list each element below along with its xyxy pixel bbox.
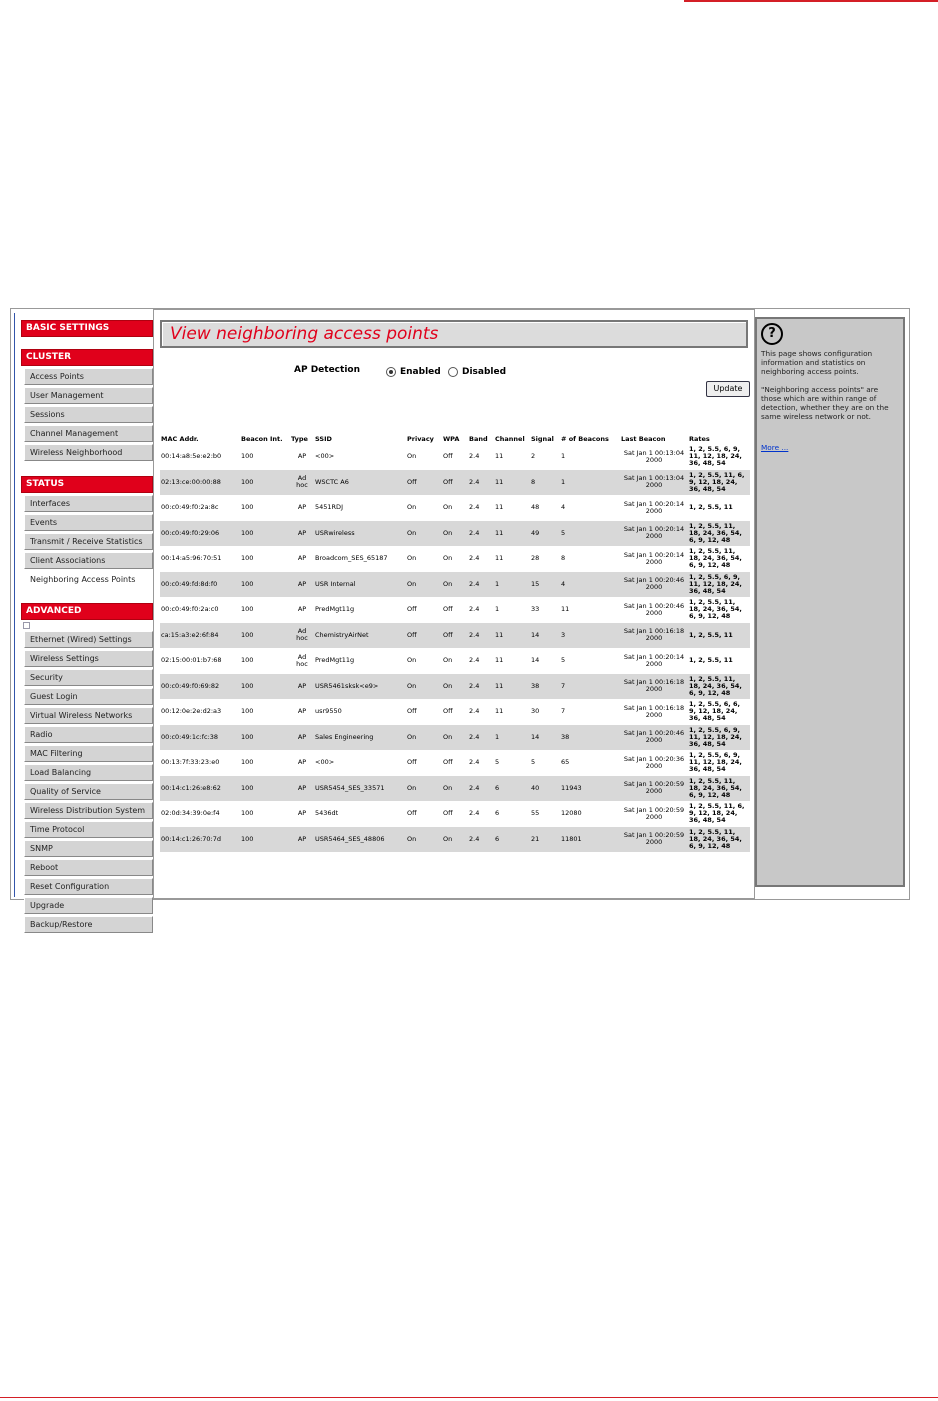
cell-beacon-count: 7 [561,707,566,716]
cell-privacy: On [407,554,417,563]
cell-type: AP [290,674,314,700]
cell-last-beacon: Sat Jan 1 00:20:59 2000 [620,776,688,802]
cell-wpa: Off [443,452,453,461]
cell-signal: 28 [531,554,540,563]
column-header-ssid: SSID [315,434,332,443]
cell-band: 2.4 [469,707,480,716]
cell-beacon-int: 100 [240,776,290,802]
cell-ssid: <00> [315,758,335,767]
cell-beacon-int: 100 [241,656,254,665]
cell-last-beacon: Sat Jan 1 00:20:46 2000 [620,572,688,598]
cell-mac-addr: 02:0d:34:39:0e:f4 [161,809,220,818]
column-header-signal: Signal [531,434,554,443]
cell-beacon-count: 5 [560,521,620,547]
table-row [160,674,750,700]
cell-signal: 55 [531,809,540,818]
sidebar-item-upgrade[interactable]: Upgrade [24,897,153,914]
table-header-row [160,433,750,444]
cell-mac-addr: 00:c0:49:1c:fc:38 [160,725,240,751]
table-row [160,776,750,802]
column-header-rates: Rates [689,434,710,443]
cell-wpa: On [442,521,468,547]
cell-type: AP [297,707,307,716]
table-row [160,699,750,725]
browser-screenshot [10,308,910,929]
cell-channel: 6 [494,827,530,853]
cell-privacy: Off [407,809,417,818]
cell-type: AP [290,827,314,853]
help-more-link[interactable]: More ... [761,443,789,452]
table-row [160,521,750,547]
sidebar-item-snmp[interactable]: SNMP [24,840,153,857]
cell-wpa: On [442,725,468,751]
sidebar-item-radio[interactable]: Radio [24,726,153,743]
sidebar-section-status[interactable]: STATUS [21,476,153,493]
sidebar-item-virtual-wireless-networks[interactable]: Virtual Wireless Networks [24,707,153,724]
cell-wpa: On [442,776,468,802]
cell-privacy: Off [407,707,417,716]
ap-detection-label: AP Detection [294,365,360,375]
sidebar-item-access-points[interactable]: Access Points [24,368,153,385]
cell-ssid: USRwireless [314,521,406,547]
cell-ssid: ChemistryAirNet [314,623,406,649]
cell-mac-addr: 00:13:7f:33:23:e0 [161,758,220,767]
cell-type: Ad hoc [290,470,314,496]
table-row [160,801,750,827]
sidebar-item-wireless-neighborhood[interactable]: Wireless Neighborhood [24,444,153,461]
cell-mac-addr: 00:14:a8:5e:e2:b0 [161,452,222,461]
expand-collapse-icon[interactable] [23,622,30,629]
cell-rates: 1, 2, 5.5, 11 [688,623,750,649]
cell-last-beacon: Sat Jan 1 00:20:36 2000 [623,754,685,770]
cell-channel: 6 [494,776,530,802]
sidebar-item-sessions[interactable]: Sessions [24,406,153,423]
sidebar-item-load-balancing[interactable]: Load Balancing [24,764,153,781]
cell-beacon-count: 11801 [560,827,620,853]
sidebar-item-time-protocol[interactable]: Time Protocol [24,821,153,838]
cell-rates: 1, 2, 5.5, 11 [689,503,733,512]
sidebar-item-mac-filtering[interactable]: MAC Filtering [24,745,153,762]
cell-mac-addr: 02:13:ce:00:00:88 [160,470,240,496]
ap-detection-disabled-radio[interactable] [448,367,506,377]
cell-ssid: WSCTC A6 [314,470,406,496]
question-mark-icon: ? [761,323,783,345]
cell-privacy: On [407,503,417,512]
column-header-wpa: WPA [443,434,460,443]
table-row [160,495,750,521]
cell-signal: 49 [530,521,560,547]
neighboring-ap-table [160,433,750,852]
cell-rates: 1, 2, 5.5, 11, 18, 24, 36, 54, 6, 9, 12, 48 [688,674,750,700]
cell-ssid: Sales Engineering [314,725,406,751]
cell-channel: 1 [495,605,500,614]
cell-band: 2.4 [469,605,480,614]
cell-privacy: Off [406,623,442,649]
cell-band: 2.4 [468,725,494,751]
ap-detection-enabled-radio[interactable] [386,367,441,377]
table-row [160,470,750,496]
cell-wpa: On [443,554,453,563]
advanced-menu [21,631,153,933]
cell-channel: 11 [495,656,504,665]
cell-band: 2.4 [468,827,494,853]
cell-beacon-int: 100 [241,554,254,563]
cell-band: 2.4 [468,470,494,496]
cell-beacon-int: 100 [240,827,290,853]
cell-beacon-count: 11 [561,605,570,614]
cell-wpa: On [442,674,468,700]
cell-type: Ad hoc [296,652,308,668]
column-header-beacon-int: Beacon Int. [241,434,283,443]
sidebar-item-transmit-receive-statistics[interactable]: Transmit / Receive Statistics [24,533,153,550]
sidebar-nav [21,317,153,933]
radio-selected-icon[interactable] [386,367,396,377]
cell-rates: 1, 2, 5.5, 11, 6, 9, 12, 18, 24, 36, 48, 54 [688,470,750,496]
sidebar-item-wireless-distribution-system[interactable]: Wireless Distribution System [24,802,153,819]
cell-beacon-int: 100 [241,452,254,461]
cell-last-beacon: Sat Jan 1 00:20:59 2000 [620,827,688,853]
top-rule [684,0,938,2]
cell-beacon-int: 100 [240,674,290,700]
cell-rates: 1, 2, 5.5, 11, 18, 24, 36, 54, 6, 9, 12, 48 [688,827,750,853]
table-row [160,546,750,572]
cell-beacon-count: 4 [560,572,620,598]
cell-mac-addr: 00:14:c1:26:e8:62 [160,776,240,802]
table-row [160,597,750,623]
cell-wpa: Off [442,470,468,496]
cell-band: 2.4 [469,809,480,818]
cell-privacy: Off [406,470,442,496]
cell-wpa: Off [443,758,453,767]
cell-type: AP [297,503,307,512]
page-title: View neighboring access points [170,324,439,344]
sidebar-item-guest-login[interactable]: Guest Login [24,688,153,705]
cell-privacy: Off [407,605,417,614]
cell-privacy: On [406,776,442,802]
cell-ssid: USR5454_SES_33571 [314,776,406,802]
cell-beacon-int: 100 [240,470,290,496]
cell-wpa: On [442,572,468,598]
cell-wpa: Off [443,605,453,614]
cell-mac-addr: ca:15:a3:e2:6f:84 [160,623,240,649]
cell-privacy: On [406,827,442,853]
cell-mac-addr: 00:12:0e:2e:d2:a3 [161,707,222,716]
cell-mac-addr: 00:c0:49:f0:69:82 [160,674,240,700]
table-row [160,827,750,853]
cell-signal: 21 [530,827,560,853]
cell-signal: 40 [530,776,560,802]
cell-privacy: Off [407,758,417,767]
bottom-rule [0,1397,938,1398]
sidebar-item-ethernet-wired-settings[interactable]: Ethernet (Wired) Settings [24,631,153,648]
cell-beacon-int: 100 [241,758,254,767]
table-row [160,444,750,470]
cluster-menu [21,368,153,461]
sidebar-item-quality-of-service[interactable]: Quality of Service [24,783,153,800]
cell-channel: 11 [494,470,530,496]
cell-beacon-count: 12080 [561,809,582,818]
cell-beacon-int: 100 [240,623,290,649]
help-panel [755,317,905,887]
cell-channel: 5 [495,758,500,767]
cell-ssid: USR5461sksk<e9> [314,674,406,700]
cell-mac-addr: 00:c0:49:fd:8d:f0 [160,572,240,598]
cell-wpa: On [442,827,468,853]
cell-type: Ad hoc [290,623,314,649]
cell-beacon-count: 8 [561,554,566,563]
cell-signal: 14 [530,623,560,649]
cell-beacon-int: 100 [241,707,254,716]
table-row [160,623,750,649]
cell-channel: 6 [495,809,500,818]
cell-ssid: 5451RDJ [315,503,343,512]
cell-mac-addr: 00:14:c1:26:70:7d [160,827,240,853]
cell-privacy: On [406,572,442,598]
disabled-label: Disabled [462,367,507,377]
cell-signal: 14 [530,725,560,751]
cell-beacon-count: 38 [560,725,620,751]
cell-ssid: usr9550 [315,707,342,716]
cell-signal: 30 [531,707,540,716]
cell-rates: 1, 2, 5.5, 11, 18, 24, 36, 54, 6, 9, 12, 48 [688,521,750,547]
column-header-type: Type [291,434,308,443]
cell-band: 2.4 [468,623,494,649]
cell-channel: 11 [495,554,504,563]
sidebar-section-advanced[interactable]: ADVANCED [21,603,153,620]
cell-band: 2.4 [468,572,494,598]
cell-privacy: On [406,725,442,751]
cell-last-beacon: Sat Jan 1 00:20:14 2000 [623,499,685,515]
sidebar-item-user-management[interactable]: User Management [24,387,153,404]
table-body [160,444,750,852]
sidebar-section-basic-settings[interactable]: BASIC SETTINGS [21,320,153,337]
cell-beacon-int: 100 [241,809,254,818]
cell-rates: 1, 2, 5.5, 11 [689,656,733,665]
cell-signal: 48 [531,503,540,512]
column-header-mac-addr: MAC Addr. [161,434,199,443]
cell-last-beacon: Sat Jan 1 00:13:04 2000 [620,470,688,496]
cell-beacon-count: 4 [561,503,566,512]
cell-rates: 1, 2, 5.5, 11, 18, 24, 36, 54, 6, 9, 12, 48 [689,547,742,570]
cell-wpa: Off [443,809,453,818]
column-header-last-beacon: Last Beacon [621,434,666,443]
table-row [160,725,750,751]
cell-channel: 11 [495,452,504,461]
cell-channel: 1 [494,572,530,598]
cell-band: 2.4 [469,656,480,665]
cell-band: 2.4 [468,521,494,547]
cell-last-beacon: Sat Jan 1 00:20:46 2000 [620,725,688,751]
cell-beacon-count: 7 [560,674,620,700]
cell-mac-addr: 00:c0:49:f0:29:06 [160,521,240,547]
cell-wpa: Off [442,623,468,649]
cell-mac-addr: 00:14:a5:96:70:51 [161,554,222,563]
sidebar-item-security[interactable]: Security [24,669,153,686]
cell-band: 2.4 [469,503,480,512]
main-content [153,309,755,899]
cell-privacy: On [406,521,442,547]
cell-ssid: USR5464_SES_48806 [314,827,406,853]
cell-beacon-count: 1 [561,452,566,461]
cell-rates: 1, 2, 5.5, 11, 6, 9, 12, 18, 24, 36, 48, 54 [689,802,745,825]
sidebar-item-reset-configuration[interactable]: Reset Configuration [24,878,153,895]
cell-last-beacon: Sat Jan 1 00:16:18 2000 [620,674,688,700]
cell-signal: 8 [530,470,560,496]
table-row [160,750,750,776]
cell-last-beacon: Sat Jan 1 00:16:18 2000 [623,703,685,719]
status-menu [21,495,153,588]
cell-beacon-int: 100 [240,725,290,751]
cell-beacon-int: 100 [240,521,290,547]
cell-type: AP [290,725,314,751]
cell-band: 2.4 [469,554,480,563]
cell-beacon-int: 100 [241,503,254,512]
cell-channel: 11 [495,707,504,716]
cell-beacon-count: 5 [561,656,566,665]
cell-ssid: Broadcom_SES_65187 [315,554,388,563]
sidebar-item-wireless-settings[interactable]: Wireless Settings [24,650,153,667]
cell-last-beacon: Sat Jan 1 00:20:59 2000 [623,805,685,821]
page-title-bar [160,320,748,348]
cell-mac-addr: 00:c0:49:f0:2a:8c [161,503,219,512]
radio-unselected-icon[interactable] [448,367,458,377]
cell-band: 2.4 [468,776,494,802]
cell-type: AP [290,572,314,598]
cell-ssid: PredMgt11g [315,656,355,665]
cell-type: AP [297,452,307,461]
cell-channel: 1 [494,725,530,751]
cell-beacon-count: 3 [560,623,620,649]
cell-signal: 38 [530,674,560,700]
cell-mac-addr: 02:15:00:01:b7:68 [161,656,222,665]
cell-band: 2.4 [469,452,480,461]
cell-channel: 11 [495,503,504,512]
cell-channel: 11 [494,521,530,547]
cell-mac-addr: 00:c0:49:f0:2a:c0 [161,605,219,614]
cell-beacon-count: 11943 [560,776,620,802]
cell-beacon-int: 100 [240,572,290,598]
cell-rates: 1, 2, 5.5, 6, 9, 11, 12, 18, 24, 36, 48, 54 [689,751,742,774]
sidebar-item-interfaces[interactable]: Interfaces [24,495,153,512]
help-text-intro: This page shows configuration information and statistics on neighboring access points. [761,349,873,376]
column-header-privacy: Privacy [407,434,434,443]
cell-ssid: PredMgt11g [315,605,355,614]
column-header-beacon-count: # of Beacons [561,434,609,443]
help-text-definition: "Neighboring access points" are those which are within range of detection, whether they are on the same wireless network or not. [761,385,889,421]
cell-privacy: On [407,656,417,665]
enabled-label: Enabled [400,367,441,377]
update-button[interactable]: Update [706,381,750,397]
cell-rates: 1, 2, 5.5, 6, 9, 11, 12, 18, 24, 36, 48, 54 [688,572,750,598]
cell-last-beacon: Sat Jan 1 00:13:04 2000 [623,448,685,464]
table-row [160,572,750,598]
cell-type: AP [290,521,314,547]
cell-type: AP [290,776,314,802]
cell-rates: 1, 2, 5.5, 11, 18, 24, 36, 54, 6, 9, 12, 48 [688,776,750,802]
sidebar-item-channel-management[interactable]: Channel Management [24,425,153,442]
cell-channel: 11 [494,674,530,700]
table-row [160,648,750,674]
cell-signal: 15 [530,572,560,598]
cell-signal: 2 [531,452,536,461]
cell-ssid: <00> [315,452,335,461]
cell-signal: 14 [531,656,540,665]
cell-rates: 1, 2, 5.5, 6, 9, 11, 12, 18, 24, 36, 48, 54 [688,725,750,751]
sidebar-item-backup-restore[interactable]: Backup/Restore [24,916,153,933]
cell-band: 2.4 [468,674,494,700]
cell-type: AP [297,554,307,563]
cell-ssid: USR Internal [314,572,406,598]
cell-last-beacon: Sat Jan 1 00:20:14 2000 [620,521,688,547]
cell-type: AP [297,809,307,818]
cell-signal: 33 [531,605,540,614]
cell-channel: 11 [494,623,530,649]
cell-wpa: On [443,503,453,512]
sidebar-item-client-associations[interactable]: Client Associations [24,552,153,569]
cell-last-beacon: Sat Jan 1 00:20:46 2000 [623,601,685,617]
left-border [14,313,15,897]
cell-band: 2.4 [469,758,480,767]
cell-last-beacon: Sat Jan 1 00:20:14 2000 [623,550,685,566]
cell-beacon-count: 1 [560,470,620,496]
sidebar-section-cluster[interactable]: CLUSTER [21,349,153,366]
cell-type: AP [297,605,307,614]
cell-rates: 1, 2, 5.5, 6, 6, 9, 12, 18, 24, 36, 48, 54 [689,700,741,723]
cell-signal: 5 [531,758,536,767]
cell-rates: 1, 2, 5.5, 6, 9, 11, 12, 18, 24, 36, 48, 54 [689,445,742,468]
column-header-channel: Channel [495,434,525,443]
cell-last-beacon: Sat Jan 1 00:16:18 2000 [620,623,688,649]
sidebar-item-reboot[interactable]: Reboot [24,859,153,876]
cell-rates: 1, 2, 5.5, 11, 18, 24, 36, 54, 6, 9, 12, 48 [689,598,742,621]
cell-type: AP [297,758,307,767]
sidebar-item-events[interactable]: Events [24,514,153,531]
sidebar-item-neighboring-access-points[interactable]: Neighboring Access Points [24,571,153,588]
cell-beacon-int: 100 [241,605,254,614]
cell-privacy: On [407,452,417,461]
cell-wpa: Off [443,707,453,716]
cell-wpa: On [443,656,453,665]
cell-last-beacon: Sat Jan 1 00:20:14 2000 [623,652,685,668]
cell-ssid: 5436dt [315,809,339,818]
cell-beacon-count: 65 [561,758,570,767]
cell-privacy: On [406,674,442,700]
column-header-band: Band [469,434,488,443]
